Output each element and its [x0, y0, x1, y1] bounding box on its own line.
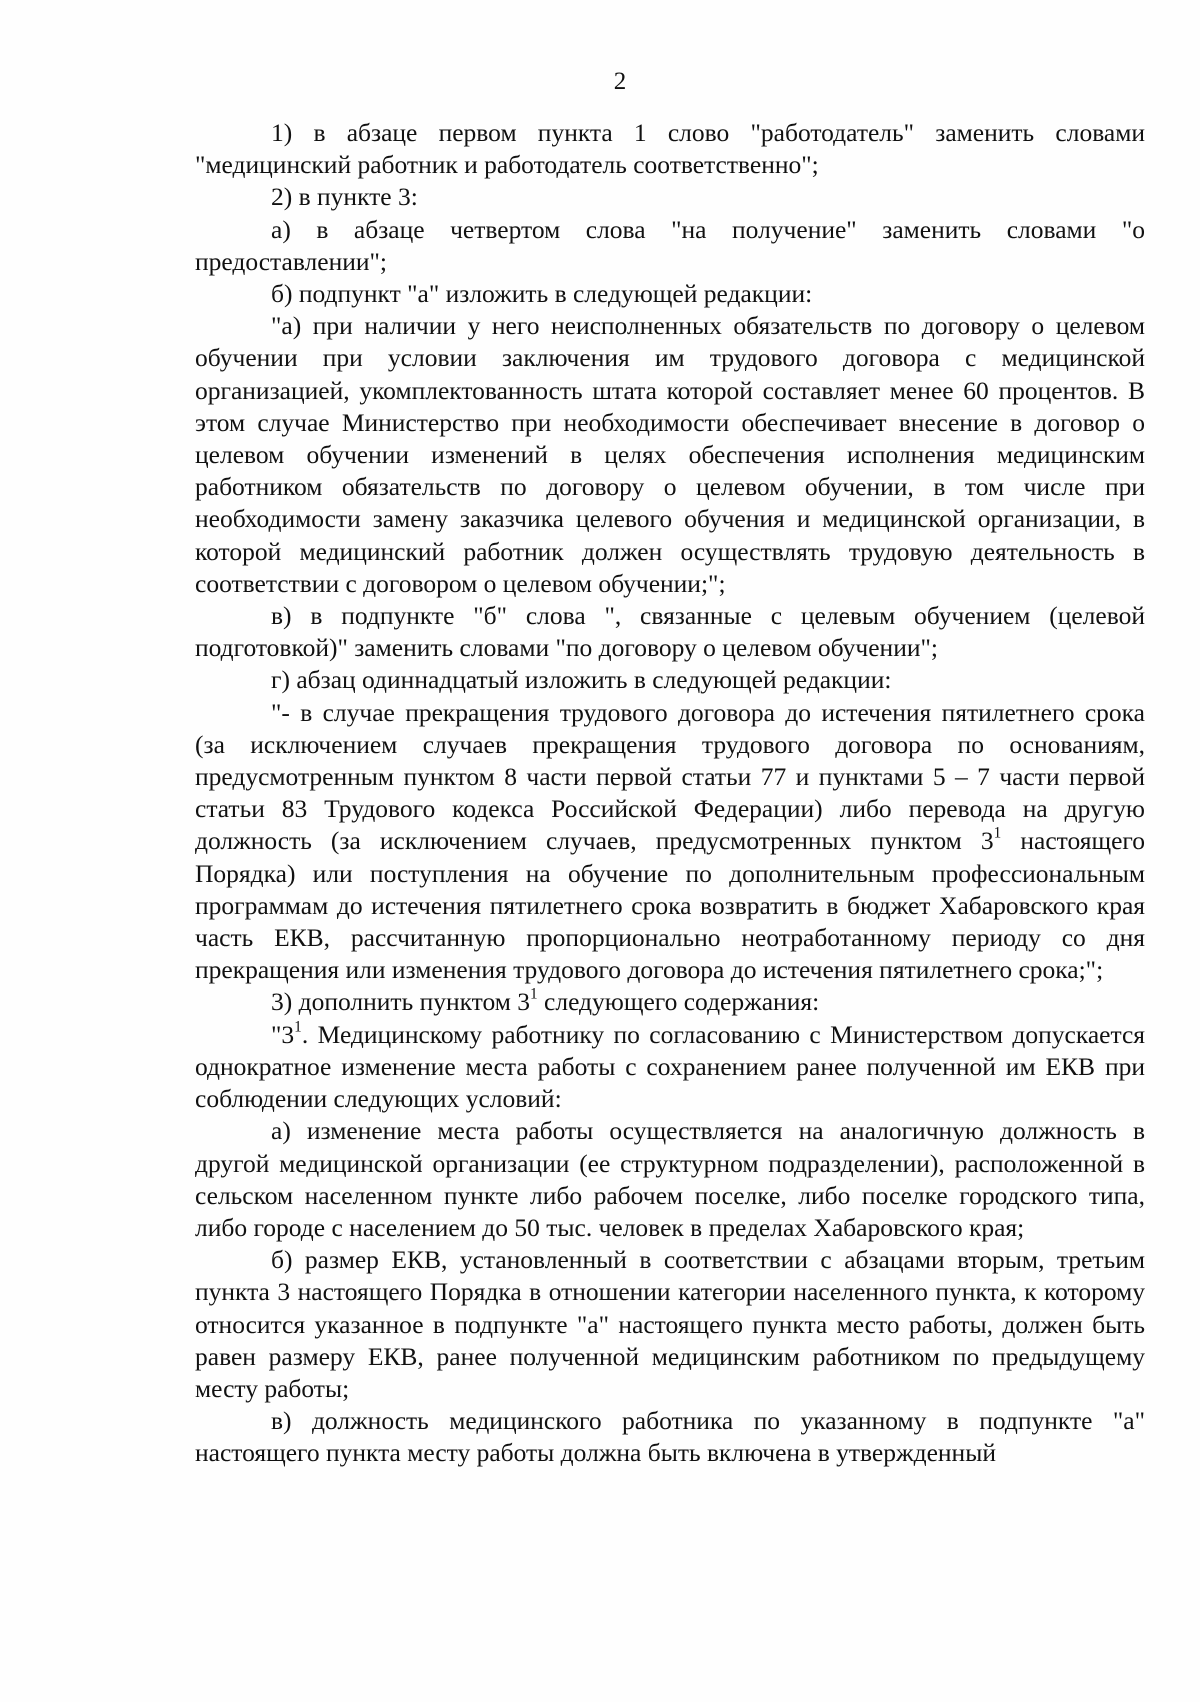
paragraph: в) в подпункте "б" слова ", связанные с целевым обучением (целевой подготовкой)" заменить словами "по договору о целевом обучении";	[195, 601, 1145, 663]
superscript: 1	[294, 1018, 302, 1036]
paragraph-text: . Медицинскому работнику по согласованию с Министерством допускается однократное изменение места работы с сохранением ранее полученной им ЕКВ при соблюдении следующих условий:	[195, 1019, 1145, 1114]
paragraph-text: 3) дополнить пунктом 3	[271, 987, 530, 1017]
page-number: 2	[613, 68, 627, 95]
superscript: 1	[530, 986, 538, 1004]
paragraph: в) должность медицинского работника по указанному в подпункте "а" настоящего пункта месту работы должна быть включена в утвержденный	[195, 1406, 1145, 1468]
paragraph-text: следующего содержания:	[537, 987, 820, 1017]
paragraph-text: "- в случае прекращения трудового договора до истечения пятилетнего срока (за исключением случаев прекращения трудового договора по основаниям, предусмотренным пунктом 8 части первой статьи 77 и пунктами 5 – 7 части первой статьи 83 Трудового кодекса Российской Федерации) либо перевода на другую должность (за исключением случаев, предусмотренных пунктом 3	[195, 697, 1145, 856]
paragraph: а) в абзаце четвертом слова "на получение" заменить словами "о предоставлении";	[195, 214, 1145, 276]
paragraph	[195, 986, 1145, 1018]
paragraph: г) абзац одиннадцатый изложить в следующей редакции:	[271, 665, 892, 695]
superscript: 1	[993, 825, 1002, 842]
paragraph: "а) при наличии у него неисполненных обязательств по договору о целевом обучении при условии заключения им трудового договора с медицинской организацией, укомплектованность штата которой составляет менее 60 процентов. В этом случае Министерство при необходимости обеспечивает внесение в договор о целевом обучении изменений в целях обеспечения исполнения медицинским работником обязательств по договору о целевом обучении, в том числе при необходимости замену заказчика целевого обучения и медицинской организации, в которой медицинский работник должен осуществлять трудовую деятельность в соответствии с договором о целевом обучении;";	[195, 311, 1145, 598]
paragraph: б) размер ЕКВ, установленный в соответствии с абзацами вторым, третьим пункта 3 настоящего Порядка в отношении категории населенного пункта, к которому относится указанное в подпункте "а" настоящего пункта место работы, должен быть равен размеру ЕКВ, ранее полученной медицинским работником по предыдущему месту работы;	[195, 1245, 1145, 1403]
paragraph: б) подпункт "а" изложить в следующей редакции:	[271, 279, 813, 309]
paragraph	[195, 697, 1145, 987]
paragraph: 2) в пункте 3:	[271, 182, 418, 212]
document-body	[195, 117, 1145, 1470]
paragraph: 1) в абзаце первом пункта 1 слово "работодатель" заменить словами "медицинский работник и работодатель соответственно";	[195, 118, 1145, 180]
paragraph: а) изменение места работы осуществляется на аналогичную должность в другой медицинской организации (ее структурном подразделении), расположенной в сельском населенном пункте либо рабочем поселке, либо поселке городского типа, либо городе с населением до 50 тыс. человек в пределах Хабаровского края;	[195, 1116, 1145, 1242]
paragraph-text: настоящего Порядка) или поступления на обучение по дополнительным профессиональным программам до истечения пятилетнего срока возвратить в бюджет Хабаровского края часть ЕКВ, рассчитанную пропорционально неотработанному периоду со дня прекращения или изменения трудового договора до истечения пятилетнего срока;";	[195, 826, 1145, 985]
paragraph	[195, 1019, 1145, 1116]
paragraph-text: "3	[271, 1019, 295, 1049]
